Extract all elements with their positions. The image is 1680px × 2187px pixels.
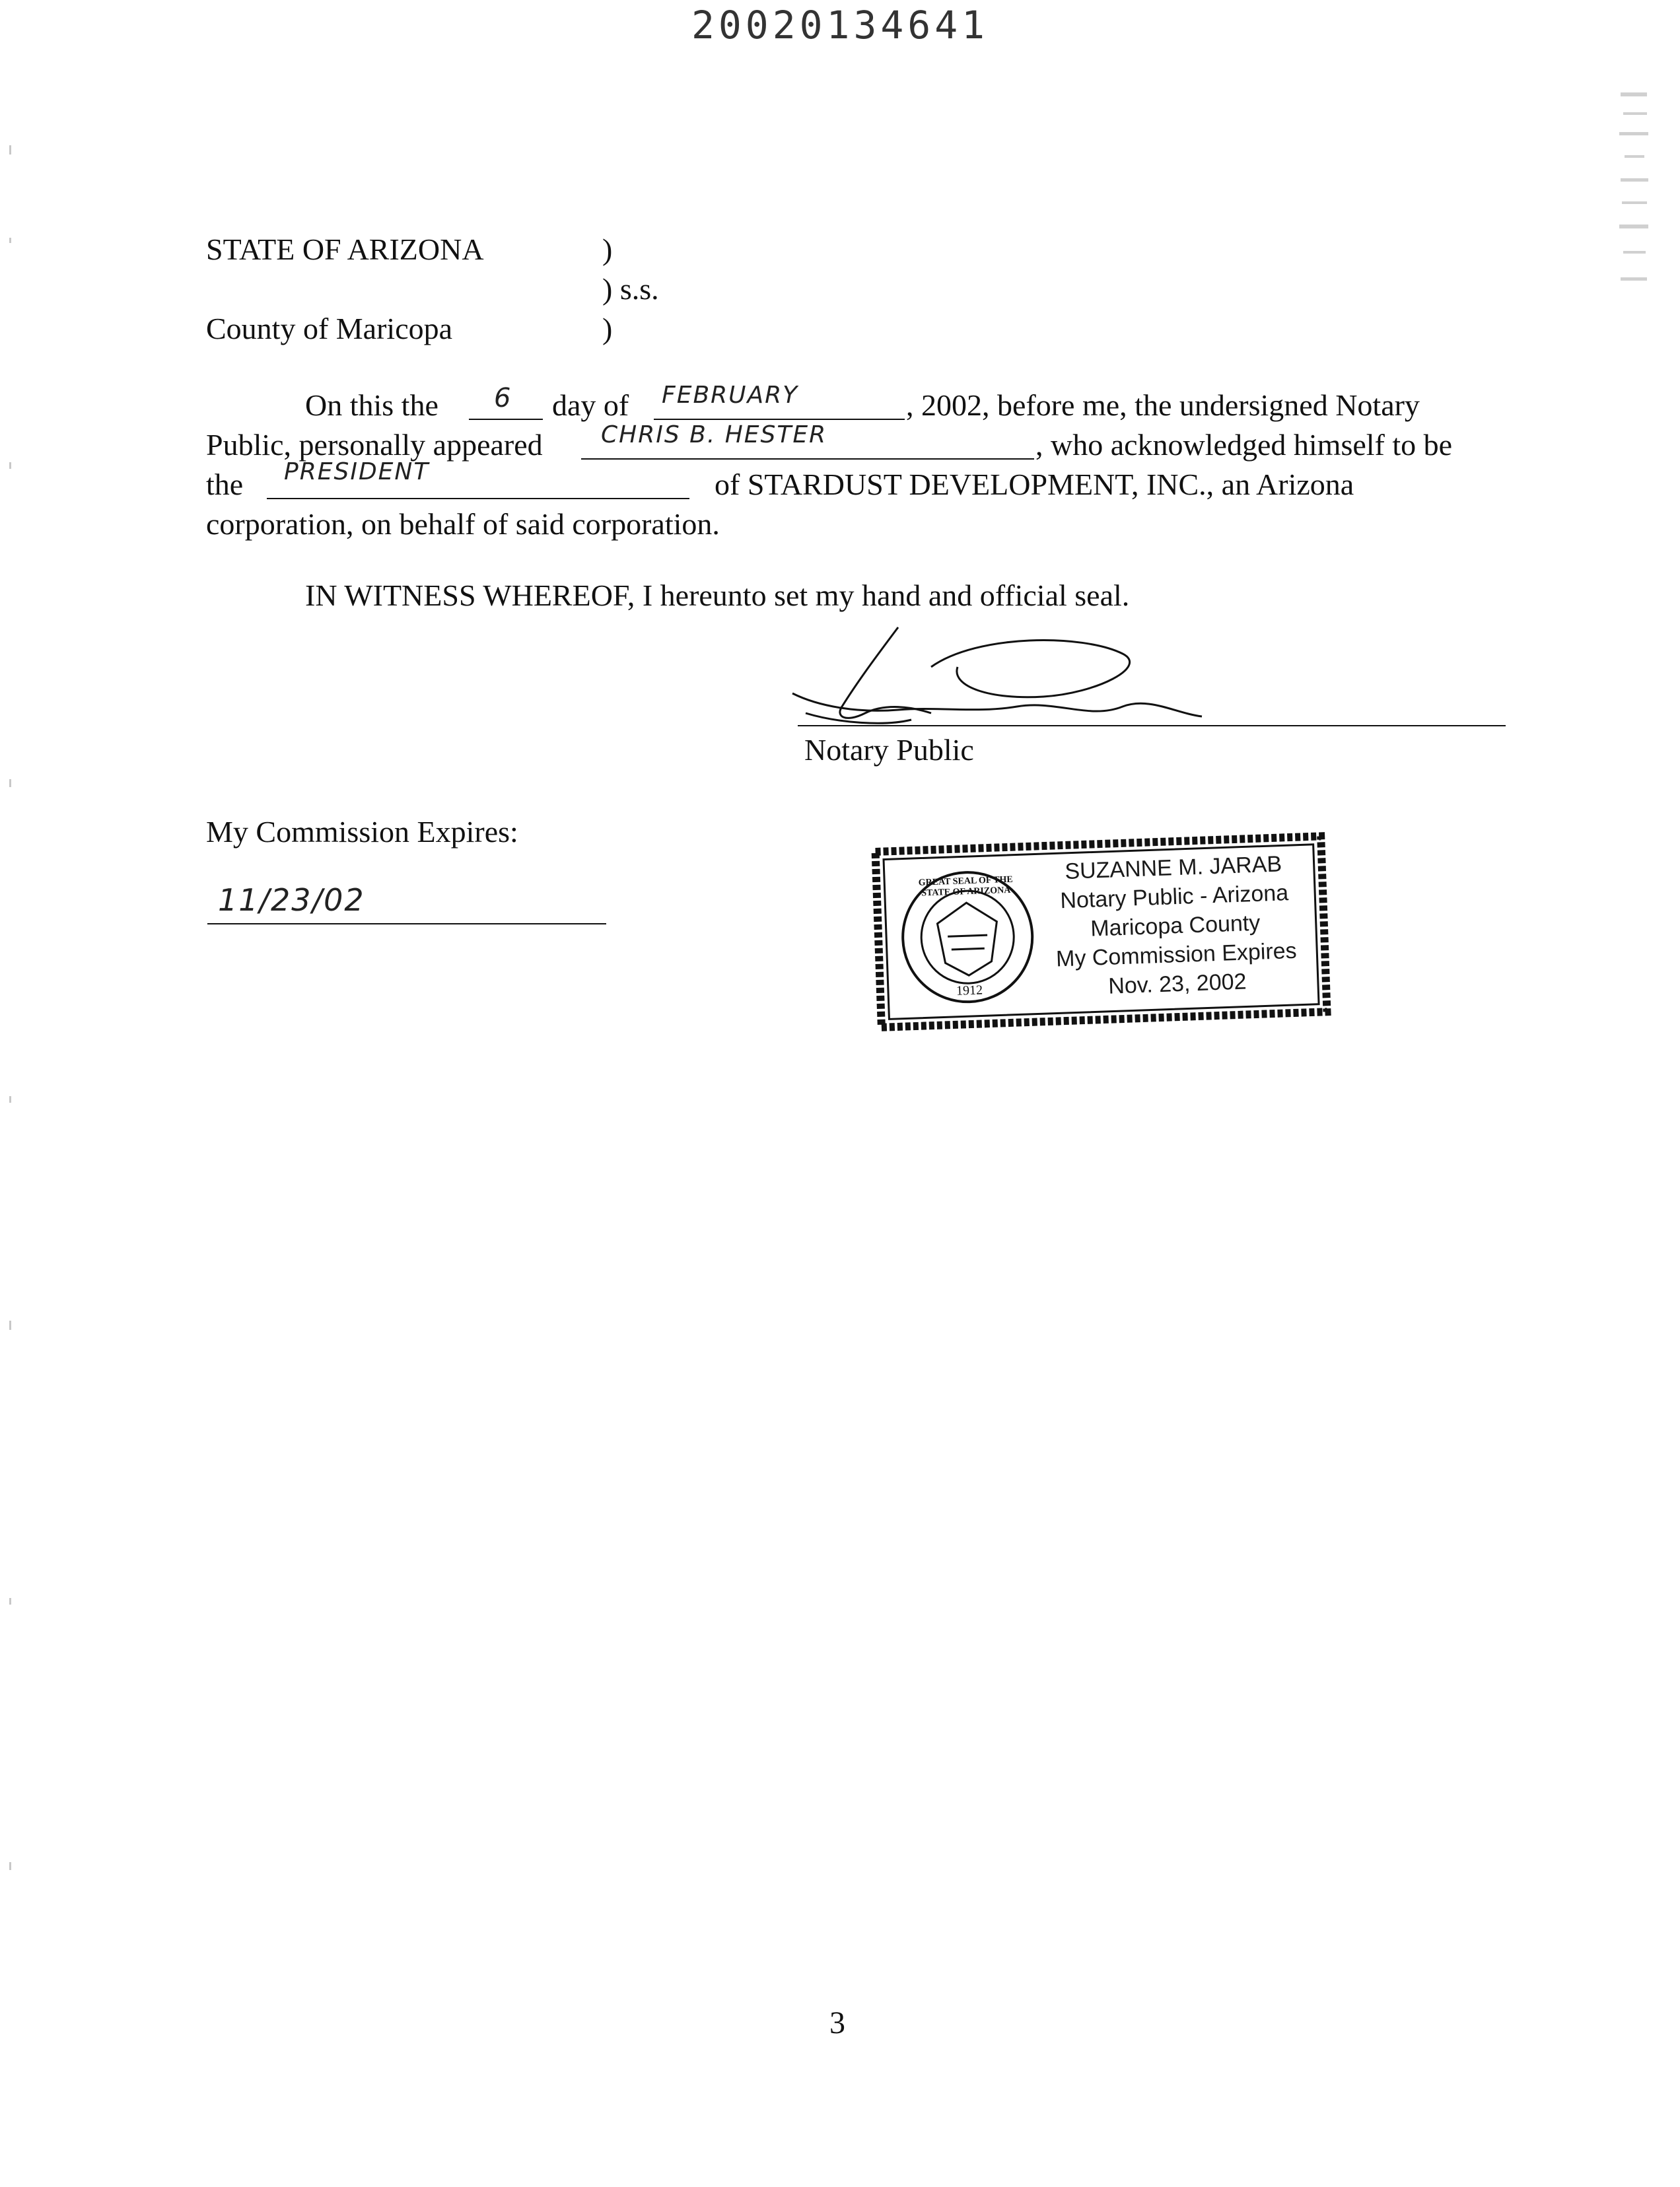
venue-county: County of Maricopa: [206, 312, 453, 345]
ack-line1-end: , 2002, before me, the undersigned Notary: [906, 388, 1420, 422]
stamp-notary-name: SUZANNE M. JARAB: [1064, 851, 1282, 884]
commission-label: My Commission Expires:: [206, 815, 518, 849]
month-handwritten: FEBRUARY: [662, 382, 799, 409]
ack-line1-start: On this the: [305, 388, 438, 422]
ack-line3-start: the: [206, 468, 244, 501]
seal-year: 1912: [956, 983, 983, 998]
scan-edge-marks-right: [1618, 92, 1658, 304]
stamp-expires-date: Nov. 23, 2002: [1107, 969, 1247, 999]
seal-text: GREAT SEAL OF THE STATE OF ARIZONA: [918, 874, 1013, 899]
month-blank: [654, 419, 905, 420]
ack-line2-end: , who acknowledged himself to be: [1035, 428, 1453, 462]
venue-paren-1: ): [602, 232, 613, 266]
ack-line3-end: of STARDUST DEVELOPMENT, INC., an Arizona: [715, 468, 1354, 501]
day-handwritten: 6: [494, 383, 512, 413]
scan-edge-dots: [5, 66, 18, 2113]
name-blank: [581, 458, 1034, 460]
ack-line1-mid: day of: [552, 388, 629, 422]
signature-scribble: [779, 614, 1242, 746]
notary-stamp: [868, 817, 1338, 1045]
scan-edge-marks-left: [5, 66, 18, 2113]
notary-public-label: Notary Public: [804, 733, 974, 767]
venue-ss: ) s.s.: [602, 272, 659, 306]
venue-state: STATE OF ARIZONA: [206, 232, 484, 266]
notary-signature: [779, 614, 1242, 746]
venue-paren-3: ): [602, 312, 613, 345]
stamp-notary-title: Notary Public - Arizona: [1059, 880, 1289, 914]
ack-line2-start: Public, personally appeared: [206, 428, 543, 462]
scan-edge-noise: [1618, 92, 1658, 304]
signature-line: [798, 725, 1506, 726]
seal-emblem: [901, 870, 1035, 1004]
witness-clause: IN WITNESS WHEREOF, I hereunto set my hand and official seal.: [305, 578, 1130, 612]
stamp-expires-label: My Commission Expires: [1055, 938, 1298, 972]
stamp-county: Maricopa County: [1090, 910, 1261, 942]
document-number: 20020134641: [691, 3, 989, 48]
title-handwritten: PRESIDENT: [284, 458, 430, 485]
ack-line4: corporation, on behalf of said corporation.: [206, 507, 720, 541]
title-blank: [267, 498, 689, 499]
page-number: 3: [829, 2005, 845, 2040]
day-blank: [469, 419, 543, 420]
commission-date-handwritten: 11/23/02: [218, 882, 365, 918]
commission-date-line: [207, 923, 606, 924]
name-handwritten: CHRIS B. HESTER: [601, 421, 827, 448]
